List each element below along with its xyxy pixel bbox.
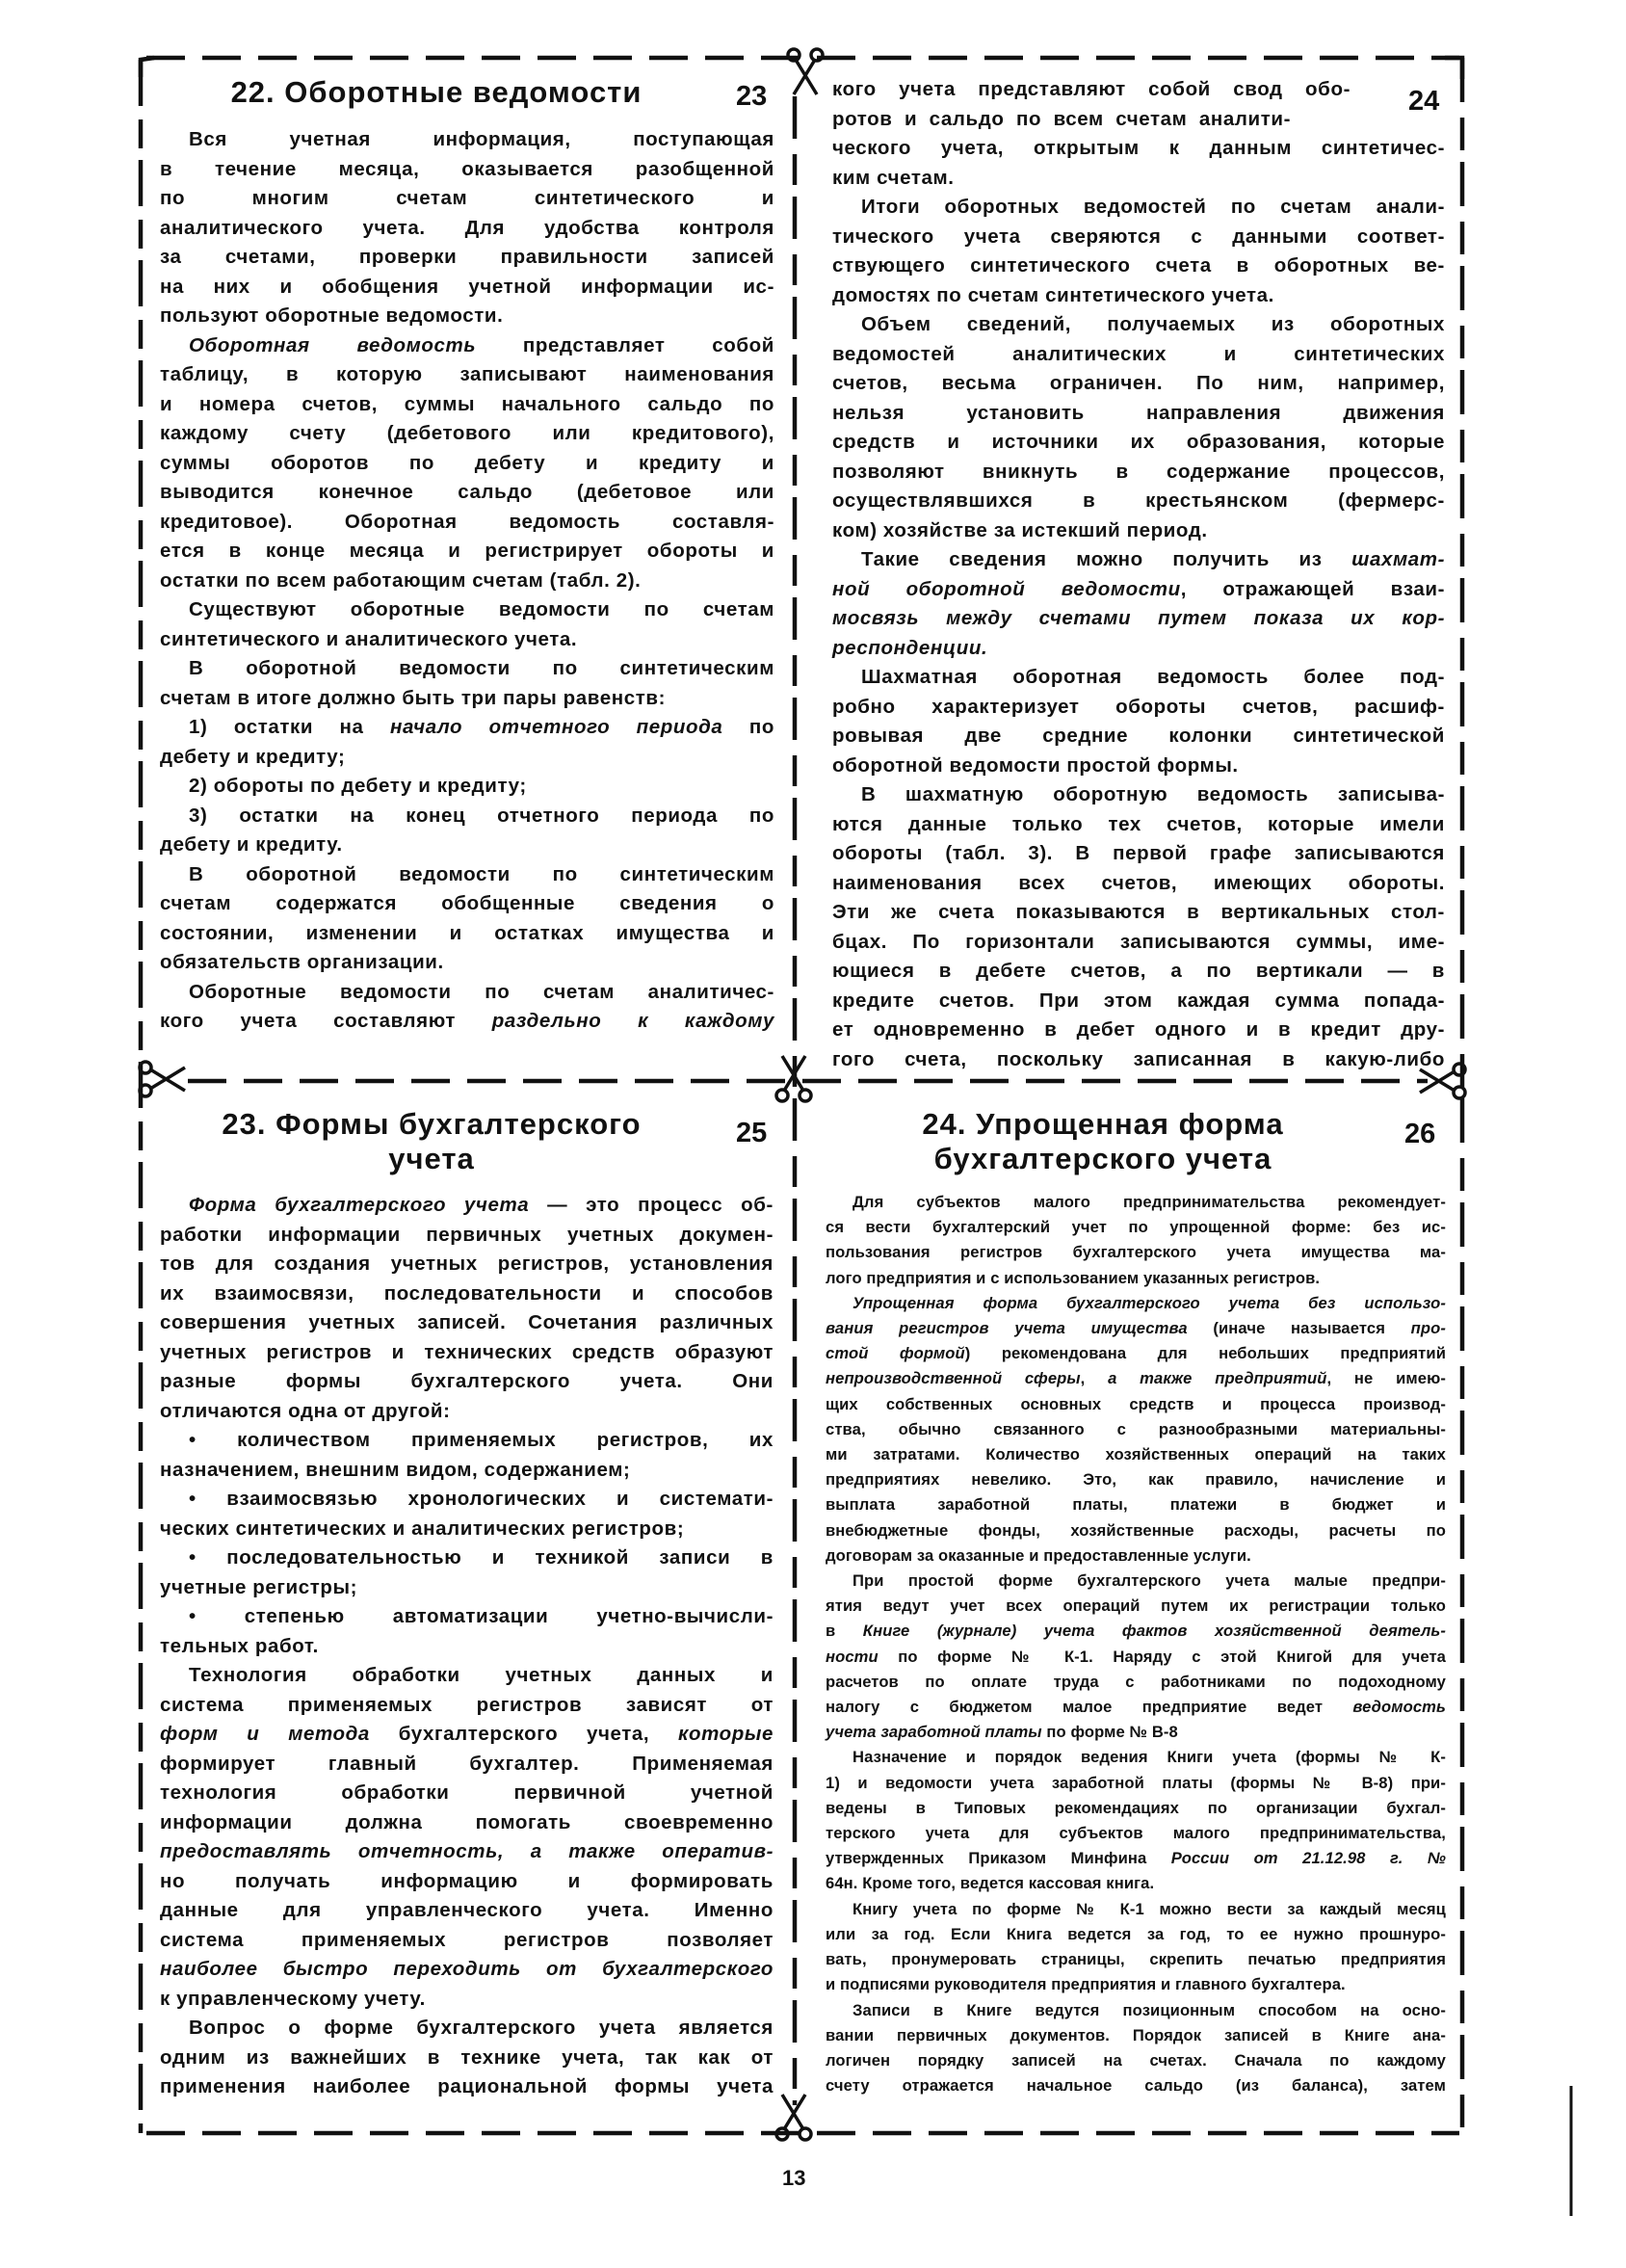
text-line: в течение месяца, оказывается разобщенной: [160, 157, 774, 180]
text-line: за счетами, проверки правильности записей: [160, 246, 774, 268]
italic-term: про-: [1410, 1319, 1446, 1338]
italic-term: ной оборотной ведомости: [832, 577, 1181, 600]
text-line: ется в конце месяца и регистрирует обороты и: [160, 540, 774, 562]
text-line: аналитического учета. Для удобства контроля: [160, 216, 774, 239]
text-line: дебету и кредиту.: [160, 833, 343, 856]
paragraph: [832, 663, 1445, 780]
text-line: выводится конечное сальдо (дебетовое или: [160, 481, 774, 503]
paragraph: [826, 1569, 1446, 1745]
title-line: учета: [388, 1142, 475, 1175]
paragraph: [826, 1291, 1446, 1569]
text-line: 64н. Кроме того, ведется кассовая книга.: [826, 1874, 1155, 1893]
card-number: 26: [1404, 1119, 1436, 1149]
paragraph: [160, 1543, 774, 1602]
italic-term: России от 21.12.98 г. №: [1170, 1849, 1446, 1868]
text-line: ческого учета, открытым к данным синтетичес-: [832, 137, 1445, 159]
italic-term: учета заработной платы: [826, 1723, 1042, 1742]
text-line: ком) хозяйстве за истекший период.: [832, 518, 1208, 541]
italic-term: начало отчетного периода: [389, 716, 723, 738]
section-body: [160, 125, 774, 1037]
text-line: [160, 1007, 774, 1037]
text-line: тического учета сверяются с данными соответ-: [832, 224, 1445, 248]
section-title: [160, 1107, 703, 1176]
text-line: [826, 1366, 1446, 1391]
text-line: позволяют вникнуть в содержание процессов,: [832, 460, 1445, 483]
text-line: ротов и сальдо по всем счетам аналити-: [832, 107, 1291, 130]
text-line: формирует главный бухгалтер. Применяемая: [160, 1752, 774, 1775]
paragraph: [160, 1485, 774, 1543]
text-line: [160, 1191, 774, 1221]
section-body: [832, 75, 1445, 1074]
text-line: пользования регистров бухгалтерского учета имущества ма-: [826, 1243, 1446, 1262]
text-line: технология обработки первичной учетной: [160, 1781, 774, 1804]
text-line: нельзя установить направления движения: [832, 401, 1445, 424]
text-line: пользуют оборотные ведомости.: [160, 304, 504, 327]
section-title: [867, 1107, 1339, 1176]
italic-term: мосвязь между счетами путем показа их кор-: [832, 607, 1445, 629]
text-line: лого предприятия и с использованием указанных регистров.: [826, 1268, 1321, 1287]
text-line: 1) и ведомости учета заработной платы (формы № В-8) при-: [826, 1773, 1446, 1792]
text-line: [826, 1720, 1446, 1745]
text-run: — это процесс об-: [529, 1194, 774, 1216]
text-line: [826, 1645, 1446, 1670]
text-line: В оборотной ведомости по синтетическим: [189, 862, 774, 885]
text-line: но получать информацию и формировать: [160, 1869, 774, 1892]
text-run: представляет собой: [476, 333, 774, 356]
text-line: и подписями руководителя предприятия и главного бухгалтера.: [826, 1975, 1346, 1994]
text-line: [826, 1316, 1446, 1341]
italic-term: ности: [826, 1647, 879, 1666]
paragraph: [160, 1426, 774, 1485]
title-line: 23. Формы бухгалтерского: [222, 1107, 642, 1141]
text-run: по форме № К-1. Наряду с этой Книгой для учета: [878, 1647, 1446, 1666]
text-line: применения наиболее рациональной формы учета: [160, 2075, 774, 2097]
text-line: [826, 1291, 1446, 1316]
italic-term: Форма бухгалтерского учета: [189, 1194, 530, 1216]
text-line: [160, 713, 774, 743]
text-line: данные для управленческого учета. Именно: [160, 1899, 774, 1921]
paragraph: [160, 802, 774, 860]
text-line: кредите счетов. При этом каждая сумма попада-: [832, 989, 1445, 1012]
text-line: [826, 1619, 1446, 1644]
text-run: бухгалтерского учета,: [369, 1723, 678, 1745]
text-line: отличаются одна от другой:: [160, 1399, 451, 1422]
text-line: по многим счетам синтетического и: [160, 187, 774, 209]
paragraph: [160, 125, 774, 331]
text-line: учетные регистры;: [160, 1575, 358, 1598]
text-line: и номера счетов, суммы начального сальдо по: [160, 392, 774, 415]
text-line: учетных регистров и технических средств образуют: [160, 1340, 774, 1363]
text-line: Шахматная оборотная ведомость более под-: [861, 666, 1445, 688]
text-line: Существуют оборотные ведомости по счетам: [189, 598, 774, 620]
text-line: обязательств организации.: [160, 951, 444, 973]
text-line: их взаимосвязи, последовательности и способов: [160, 1281, 774, 1305]
text-line: Назначение и порядок ведения Книги учета (формы № К-: [852, 1748, 1446, 1767]
paragraph: [832, 310, 1445, 545]
text-line: бцах. По горизонтали записываются суммы, име-: [832, 930, 1445, 953]
text-line: терского учета для субъектов малого предпринимательства,: [826, 1824, 1446, 1843]
text-line: • взаимосвязью хронологических и системати-: [189, 1488, 774, 1510]
card-number: 24: [1408, 86, 1440, 117]
text-line: ведомостей аналитических и синтетических: [832, 342, 1445, 365]
paragraph: [160, 978, 774, 1037]
section-title: [160, 75, 713, 110]
text-line: счетам в итоге должно быть три пары равенств:: [160, 686, 666, 709]
text-line: Для субъектов малого предпринимательства рекомендует-: [852, 1193, 1446, 1211]
scissors-icon: [140, 1062, 185, 1096]
italic-term: непроизводственной сферы: [826, 1369, 1081, 1388]
text-run: налогу с бюджетом малое предприятие ведет: [826, 1698, 1353, 1717]
card-number: 23: [736, 81, 768, 112]
text-line: средств и источники их образования, которые: [832, 431, 1445, 453]
text-line: • количеством применяемых регистров, их: [189, 1429, 774, 1451]
paragraph: [160, 2014, 774, 2102]
text-line: предприятиях невелико. Это, как правило, начисление и: [826, 1470, 1446, 1490]
text-line: Записи в Книге ведутся позиционным способом на осно-: [852, 2000, 1446, 2019]
text-line: кредитовое). Оборотная ведомость составля-: [160, 510, 774, 533]
text-line: каждому счету (дебетового или кредитового),: [160, 422, 774, 444]
italic-term: Упрощенная форма бухгалтерского учета без использо-: [852, 1293, 1446, 1312]
text-run: (иначе называется: [1187, 1319, 1411, 1338]
text-line: [160, 1837, 774, 1867]
text-line: [832, 545, 1445, 575]
paragraph: [826, 1745, 1446, 1896]
text-line: робно характеризует обороты счетов, расшиф-: [832, 695, 1445, 718]
italic-term: шахмат-: [1351, 548, 1445, 570]
italic-term: а также предприятий: [1108, 1369, 1327, 1388]
text-line: В шахматную оборотную ведомость записыва-: [861, 783, 1445, 805]
text-run: по: [722, 716, 774, 738]
text-line: [826, 1341, 1446, 1366]
card-number: 25: [736, 1118, 768, 1148]
text-run: Такие сведения можно получить из: [861, 548, 1352, 570]
text-line: информации должна помогать своевременно: [160, 1810, 774, 1833]
paragraph: [160, 772, 774, 802]
text-line: В оборотной ведомости по синтетическим: [189, 657, 774, 679]
text-line: Оборотные ведомости по счетам аналитичес-: [189, 980, 774, 1003]
text-line: логичен порядку записей на счетах. Сначала по каждому: [826, 2050, 1446, 2070]
text-line: ким счетам.: [832, 166, 955, 189]
title-line: бухгалтерского учета: [933, 1142, 1272, 1175]
italic-term: стой формой: [826, 1344, 965, 1363]
text-line: ятия ведут учет всех операций путем их регистрации только: [826, 1596, 1446, 1616]
text-line: кого учета представляют собой свод обо-: [832, 78, 1351, 100]
text-line: [160, 331, 774, 361]
paragraph: [160, 1661, 774, 2014]
text-line: Книгу учета по форме № К-1 можно вести за каждый месяц: [852, 1899, 1446, 1918]
paragraph: [160, 1191, 774, 1426]
text-run: 1) остатки на: [189, 716, 390, 738]
paragraph: [832, 545, 1445, 663]
text-line: домостях по счетам синтетического учета.: [832, 283, 1274, 306]
text-line: дебету и кредиту;: [160, 745, 346, 768]
text-line: суммы оборотов по дебету и кредиту и: [160, 451, 774, 474]
text-line: тельных работ.: [160, 1634, 319, 1657]
text-line: счетам содержатся обобщенные сведения о: [160, 892, 774, 914]
italic-term: вания регистров учета имущества: [826, 1319, 1188, 1338]
paragraph: [160, 331, 774, 596]
text-line: • последовательностью и техникой записи в: [189, 1546, 774, 1569]
text-run: ) рекомендована для небольших предприятий: [964, 1344, 1447, 1363]
text-line: разные формы бухгалтерского учета. Они: [160, 1370, 774, 1392]
text-line: щих собственных основных средств и процесса производ-: [826, 1394, 1446, 1413]
text-line: наименования всех счетов, имеющих обороты.: [832, 871, 1445, 894]
paragraph: [160, 654, 774, 713]
paragraph: [160, 860, 774, 978]
title-line: 24. Упрощенная форма: [922, 1107, 1284, 1141]
text-line: 3) остатки на конец отчетного периода по: [189, 804, 774, 827]
text-line: ются данные только тех счетов, которые имели: [832, 812, 1445, 835]
paragraph: [160, 1602, 774, 1661]
section-body: [160, 1191, 774, 2102]
italic-term: Книге (журнале) учета фактов хозяйственной деятель-: [862, 1622, 1447, 1641]
text-line: Итоги оборотных ведомостей по счетам анали-: [861, 196, 1445, 218]
text-line: к управленческому учету.: [160, 1987, 426, 2010]
text-line: Вопрос о форме бухгалтерского учета является: [189, 2017, 774, 2039]
text-line: ческих синтетических и аналитических регистров;: [160, 1516, 685, 1540]
paragraph: [160, 595, 774, 654]
text-line: При простой форме бухгалтерского учета малые предпри-: [852, 1571, 1446, 1591]
text-line: [832, 575, 1445, 605]
text-line: Технология обработки учетных данных и: [189, 1664, 774, 1686]
text-run: , отражающей взаи-: [1180, 577, 1445, 600]
text-run: кого учета составляют: [160, 1010, 492, 1032]
text-line: счету отражается начальное сальдо (из баланса), затем: [826, 2076, 1446, 2096]
text-line: остатки по всем работающим счетам (табл. 2).: [160, 568, 642, 592]
text-line: договорам за оказанные и предоставленные услуги.: [826, 1545, 1251, 1565]
text-run: по форме № В-8: [1041, 1723, 1178, 1742]
text-line: система применяемых регистров позволяет: [160, 1928, 774, 1951]
italic-term: наиболее быстро переходить от бухгалтерского: [160, 1958, 774, 1980]
paragraph: [832, 193, 1445, 310]
text-line: система применяемых регистров зависят от: [160, 1693, 774, 1716]
text-line: [832, 604, 1445, 634]
text-line: оборотной ведомости простой формы.: [832, 753, 1239, 777]
paragraph: [160, 713, 774, 772]
italic-term: предоставлять отчетность, а также оператив-: [160, 1840, 774, 1862]
text-line: [832, 634, 1445, 664]
text-line: [160, 1955, 774, 1985]
text-line: ведены в Типовых рекомендациях по организации бухгал-: [826, 1798, 1446, 1817]
italic-term: Оборотная ведомость: [189, 333, 477, 356]
paragraph: [826, 1897, 1446, 1998]
text-line: синтетического и аналитического учета.: [160, 627, 578, 650]
text-line: ми затратами. Количество хозяйственных операций на таких: [826, 1445, 1446, 1464]
text-line: Вся учетная информация, поступающая: [189, 128, 774, 150]
section-body: [826, 1190, 1446, 2098]
text-run: ,: [1080, 1369, 1109, 1388]
paragraph: [826, 1998, 1446, 2099]
text-line: работки информации первичных учетных докумен-: [160, 1223, 774, 1246]
text-line: ся вести бухгалтерский учет по упрощенной форме: без ис-: [826, 1218, 1446, 1237]
text-line: на них и обобщения учетной информации ис-: [160, 275, 774, 298]
title-line: 22. Оборотные ведомости: [230, 75, 643, 109]
text-line: назначением, внешним видом, содержанием;: [160, 1458, 631, 1481]
frame-corner-top-right: [1445, 58, 1462, 79]
italic-term: ведомость: [1352, 1698, 1446, 1717]
text-line: ства, обычно связанного с разнообразными материальны-: [826, 1419, 1446, 1438]
text-run: в: [826, 1622, 863, 1641]
text-line: счетов, весьма ограничен. По ним, например,: [832, 372, 1445, 394]
paragraph: [826, 1190, 1446, 1291]
text-line: таблицу, в которую записывают наименования: [160, 363, 774, 385]
text-line: [826, 1695, 1446, 1720]
text-line: Объем сведений, получаемых из оборотных: [861, 313, 1445, 335]
text-line: • степенью автоматизации учетно-вычисли-: [189, 1605, 774, 1627]
italic-term: форм и метода: [160, 1723, 370, 1745]
italic-term: респонденции.: [832, 636, 988, 659]
text-line: выплата заработной платы, платежи в бюджет и: [826, 1495, 1446, 1515]
text-line: осуществлявшихся в крестьянском (фермерс-: [832, 489, 1445, 512]
text-line: одним из важнейших в технике учета, так как от: [160, 2045, 774, 2069]
italic-term: которые: [677, 1723, 774, 1745]
text-line: тов для создания учетных регистров, установления: [160, 1253, 774, 1275]
text-line: состоянии, изменении и остатках имущества и: [160, 921, 774, 944]
text-line: ствующего синтетического счета в оборотных ве-: [832, 254, 1445, 277]
text-line: вании первичных документов. Порядок записей в Книге ана-: [826, 2025, 1446, 2044]
text-line: ровывая две средние колонки синтетической: [832, 725, 1445, 747]
text-line: ет одновременно в дебет одного и в кредит дру-: [832, 1018, 1445, 1041]
paragraph: [832, 780, 1445, 1074]
paragraph: [832, 75, 1445, 193]
text-line: ющиеся в дебете счетов, а по вертикали — в: [832, 960, 1445, 982]
text-line: Эти же счета показываются в вертикальных стол-: [832, 901, 1445, 923]
text-line: 2) обороты по дебету и кредиту;: [189, 775, 527, 797]
page-number: 13: [782, 2166, 806, 2190]
italic-term: раздельно к каждому: [491, 1010, 774, 1032]
text-line: вать, пронумеровать страницы, скрепить печатью предприятия: [826, 1950, 1446, 1969]
frame-corner-top-left: [141, 58, 154, 77]
text-line: обороты (табл. 3). В первой графе записываются: [832, 842, 1445, 864]
text-run: , не имею-: [1326, 1369, 1446, 1388]
text-line: внебюджетные фонды, хозяйственные расходы, расчеты по: [826, 1520, 1446, 1540]
text-line: совершения учетных записей. Сочетания различных: [160, 1311, 774, 1333]
text-line: гого счета, поскольку записанная в какую-либо: [832, 1047, 1445, 1070]
text-line: [160, 1720, 774, 1750]
text-line: [826, 1846, 1446, 1871]
text-line: или за год. Если Книга ведется за год, то ее нужно прошнуро-: [826, 1924, 1446, 1943]
text-run: утвержденных Приказом Минфина: [826, 1849, 1171, 1868]
text-line: расчетов по оплате труда с работниками по подоходному: [826, 1672, 1446, 1691]
